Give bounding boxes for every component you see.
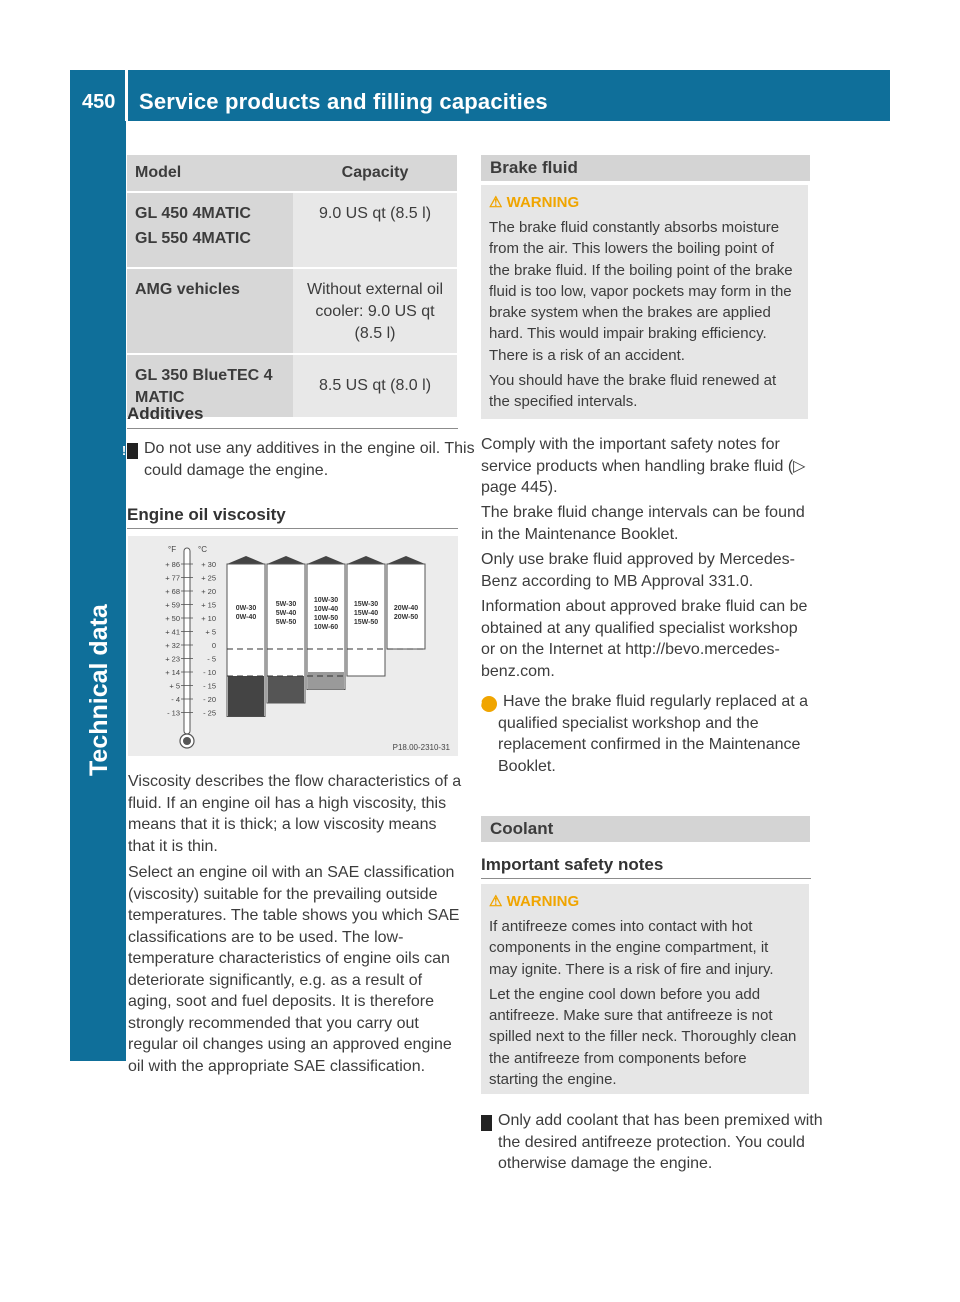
coolant-note	[475, 1110, 833, 1175]
column-peak	[227, 556, 265, 564]
table-cell-capacity: Without external oil cooler: 9.0 US qt (8.5 l)	[293, 269, 457, 355]
table-cell-capacity: 9.0 US qt (8.5 l)	[293, 193, 457, 269]
brake-info-text: Have the brake fluid regularly replaced at a qualified specialist workshop and the replacement confirmed in the Maintenance Booklet.	[498, 693, 809, 775]
low-temp-shade	[268, 676, 304, 703]
unit-label-c: °C	[198, 545, 207, 554]
thermometer-icon	[180, 548, 194, 748]
f-tick-label: - 13	[167, 708, 180, 718]
grade-label: 15W-30	[353, 601, 379, 608]
grade-label: 10W-40	[313, 606, 339, 613]
capacity-table	[127, 155, 457, 419]
warning-text: If antifreeze comes into contact with hot components in the engine compartment, it may ignite. There is a risk of fire and injury.	[489, 918, 774, 978]
viscosity-heading: Engine oil viscosity	[127, 505, 286, 524]
section-rule	[481, 878, 811, 879]
caution-icon: !	[127, 443, 138, 459]
grade-label: 0W-30	[235, 605, 257, 612]
unit-label-f: °F	[168, 545, 177, 554]
f-tick-label: + 68	[165, 587, 180, 596]
coolant-subheading: Important safety notes	[481, 855, 664, 874]
warning-text: Let the engine cool down before you add antifreeze. Make sure that antifreeze is not spilled next to the filler neck. Thoroughly clean the antifreeze from components before starting the engine.	[489, 985, 797, 1089]
section-rule	[127, 528, 458, 529]
brake-paragraph-3: Only use brake fluid approved by Mercedes-Benz according to MB Approval 331.0.	[481, 551, 795, 590]
caution-icon: !	[481, 1115, 492, 1131]
thermometer-tube	[184, 548, 190, 734]
grade-label: 5W-40	[275, 610, 297, 617]
brake-paragraph-4: Information about approved brake fluid can be obtained at any qualified specialist workshop or on the Internet at http://bevo.mercedes-benz.com.	[481, 598, 808, 680]
brake-paragraph-2: The brake fluid change intervals can be found in the Maintenance Booklet.	[481, 504, 805, 543]
table-cell-model	[127, 269, 293, 355]
brake-info	[478, 691, 833, 777]
grade-columns	[227, 556, 425, 717]
c-tick-label: - 10	[203, 668, 216, 677]
table-row	[127, 193, 457, 269]
column-peak	[307, 556, 345, 564]
grade-label: 15W-50	[353, 619, 379, 626]
c-tick-label: + 20	[201, 587, 216, 596]
coolant-note-text: Only add coolant that has been premixed with the desired antifreeze protection. You could otherwise damage the engine.	[498, 1112, 823, 1172]
c-tick-label: - 25	[203, 708, 216, 718]
grade-label: 0W-40	[235, 614, 257, 621]
c-tick-label: + 25	[201, 573, 216, 583]
table-cell-capacity: 8.5 US qt (8.0 l)	[293, 355, 457, 419]
header-divider	[125, 70, 128, 121]
thermometer-bulb-fill	[183, 737, 191, 745]
warning-icon: ⚠	[489, 893, 503, 910]
column-peak	[267, 556, 305, 564]
grade-label: 10W-60	[313, 624, 339, 631]
brake-paragraph-1: Comply with the important safety notes for service products when handling brake fluid (▷ page 445).	[481, 436, 806, 496]
additives-note	[121, 438, 479, 481]
info-icon: i	[481, 696, 497, 712]
table-row	[127, 269, 457, 355]
grade-label: 15W-40	[353, 610, 379, 617]
f-tick-label: + 86	[165, 560, 180, 569]
c-tick-label: - 20	[203, 695, 216, 704]
f-tick-label: + 59	[165, 600, 180, 610]
brake-fluid-heading: Brake fluid	[481, 155, 810, 181]
f-tick-label: + 5	[169, 681, 180, 691]
c-tick-label: - 5	[207, 654, 216, 664]
f-tick-label: + 14	[165, 668, 180, 677]
c-tick-label: - 15	[203, 681, 216, 691]
warning-title-text: WARNING	[506, 194, 580, 211]
viscosity-chart-graphic	[128, 536, 458, 756]
viscosity-chart	[128, 536, 458, 756]
f-tick-label: + 50	[165, 614, 180, 623]
column-peak	[347, 556, 385, 564]
grade-label: 5W-30	[275, 601, 297, 608]
warning-icon: ⚠	[489, 194, 503, 211]
page-title: Service products and filling capacities	[139, 89, 548, 114]
f-tick-label: + 77	[165, 573, 180, 583]
f-tick-label: - 4	[171, 695, 180, 704]
grade-label: 5W-50	[275, 619, 297, 626]
warning-title	[489, 892, 799, 910]
additives-heading: Additives	[127, 404, 204, 423]
viscosity-paragraph-1: Viscosity describes the flow characteristics of a fluid. If an engine oil has a high viscosity, this means that it is thick; a low viscosity means that it is thin.	[128, 773, 462, 855]
f-tick-label: + 41	[165, 627, 180, 637]
side-tab-label: Technical data	[85, 604, 113, 776]
model-name: GL 550 4MATIC	[135, 230, 251, 247]
grade-label: 20W-50	[393, 614, 419, 621]
additives-note-text: Do not use any additives in the engine oil. This could damage the engine.	[144, 440, 475, 479]
c-tick-label: + 30	[201, 560, 216, 569]
model-name: AMG vehicles	[135, 281, 240, 298]
brake-fluid-warning	[481, 185, 808, 419]
model-name: GL 450 4MATIC	[135, 205, 251, 222]
c-tick-label: + 10	[201, 614, 216, 623]
f-tick-label: + 23	[165, 654, 180, 664]
page-number: 450	[82, 91, 116, 113]
warning-title-text: WARNING	[506, 893, 580, 910]
column-peak	[387, 556, 425, 564]
low-temp-shade	[228, 676, 264, 717]
grade-label: 20W-40	[393, 605, 419, 612]
table-header-capacity: Capacity	[293, 155, 457, 193]
coolant-heading: Coolant	[481, 816, 810, 842]
c-tick-label: 0	[211, 641, 216, 650]
temperature-scale	[165, 560, 216, 718]
section-rule	[127, 428, 458, 429]
warning-text: You should have the brake fluid renewed at the specified intervals.	[489, 372, 777, 411]
c-tick-label: + 5	[205, 627, 216, 637]
table-header-row	[127, 155, 457, 193]
table-header-model: Model	[127, 155, 293, 193]
figure-code: P18.00-2310-31	[392, 743, 450, 752]
grade-label: 10W-30	[313, 597, 339, 604]
model-name: GL 350 BlueTEC 4 MATIC	[135, 367, 273, 406]
table-cell-model	[127, 193, 293, 269]
c-tick-label: + 15	[201, 600, 216, 610]
warning-text: The brake fluid constantly absorbs moisture from the air. This lowers the boiling point of the brake fluid. If the boiling point of the brake fluid is too low, vapor pockets may form in the brake system when the brakes are applied hard. This would impair braking efficiency. There is a risk of an accident.	[489, 219, 793, 364]
viscosity-paragraph-2: Select an engine oil with an SAE classification (viscosity) suitable for the prevailing outside temperatures. The table shows you which SAE classifications are to be used. The low-temperature characteristics of engine oils can deteriorate significantly, e.g. as a result of aging, soot and fuel deposits. It is therefore strongly recommended that you carry out regular oil changes using an approved engine oil with the appropriate SAE classification.	[128, 864, 460, 1075]
grade-label: 10W-50	[313, 615, 339, 622]
f-tick-label: + 32	[165, 641, 180, 650]
coolant-warning	[481, 884, 809, 1094]
warning-title	[489, 193, 798, 211]
low-temp-shade	[308, 672, 344, 690]
